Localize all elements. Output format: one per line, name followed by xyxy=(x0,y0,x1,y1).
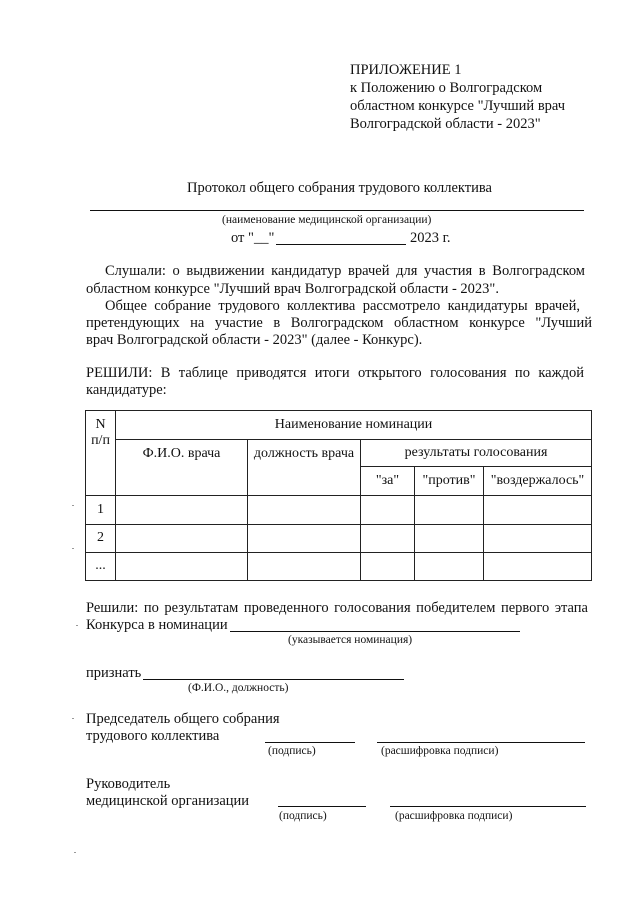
head-signature-line[interactable] xyxy=(278,806,366,807)
name-cell[interactable] xyxy=(116,524,248,552)
chair-decoding-line[interactable] xyxy=(377,742,585,743)
head-signature-caption: (подпись) xyxy=(279,810,327,822)
scan-mark xyxy=(72,718,74,719)
num-header-pp: п/п xyxy=(91,433,110,448)
scan-mark xyxy=(72,548,74,549)
appendix-line: Волгоградской области - 2023" xyxy=(350,116,541,132)
num-header-n: N xyxy=(95,417,106,432)
date-year: 2023 г. xyxy=(410,230,451,246)
appendix-line: областном конкурсе "Лучший врач xyxy=(350,98,566,114)
result-line-prefix: Конкурса в номинации xyxy=(86,617,228,633)
head-decoding-line[interactable] xyxy=(390,806,586,807)
row-number: 1 xyxy=(86,496,116,524)
protocol-title: Протокол общего собрания трудового коллектива xyxy=(187,180,492,196)
decided-line: РЕШИЛИ: В таблице приводятся итоги открытого голосования по каждой xyxy=(86,365,584,381)
position-cell[interactable] xyxy=(248,496,361,524)
vote-against-cell[interactable] xyxy=(415,552,484,580)
head-title: Руководитель xyxy=(86,776,171,792)
head-decoding-caption: (расшифровка подписи) xyxy=(395,810,513,822)
position-cell[interactable] xyxy=(248,552,361,580)
vote-for-cell[interactable] xyxy=(361,496,415,524)
decided-line: кандидатуре: xyxy=(86,382,167,398)
vote-abstain-cell[interactable] xyxy=(484,552,592,580)
scan-mark xyxy=(74,852,76,853)
position-cell[interactable] xyxy=(248,524,361,552)
chair-title: трудового коллектива xyxy=(86,728,220,744)
name-cell[interactable] xyxy=(116,496,248,524)
appendix-title: ПРИЛОЖЕНИЕ 1 xyxy=(350,62,462,78)
heard-line: Общее собрание трудового коллектива рассмотрело кандидатуры врачей, xyxy=(105,298,580,314)
name-header: Ф.И.О. врача xyxy=(116,440,248,496)
result-line: Решили: по результатам проведенного голосования победителем первого этапа xyxy=(86,600,588,616)
vote-abstain-cell[interactable] xyxy=(484,496,592,524)
heard-line: претендующих на участие в Волгоградском областном конкурсе "Лучший xyxy=(86,315,592,331)
date-month-line[interactable] xyxy=(276,244,406,245)
scan-mark xyxy=(72,505,74,506)
org-name-line[interactable] xyxy=(90,210,584,211)
nomination-caption: (указывается номинация) xyxy=(288,634,413,646)
head-title: медицинской организации xyxy=(86,793,250,809)
vote-for-cell[interactable] xyxy=(361,552,415,580)
table-row xyxy=(86,552,592,580)
name-cell[interactable] xyxy=(116,552,248,580)
row-number: ... xyxy=(86,552,116,580)
vote-abstain-cell[interactable] xyxy=(484,524,592,552)
winner-caption: (Ф.И.О., должность) xyxy=(188,682,289,694)
chair-decoding-caption: (расшифровка подписи) xyxy=(381,745,499,757)
table-row xyxy=(86,496,592,524)
vote-against-cell[interactable] xyxy=(415,524,484,552)
chair-signature-caption: (подпись) xyxy=(268,745,316,757)
results-header: результаты голосования xyxy=(361,440,592,467)
appendix-line: к Положению о Волгоградском xyxy=(350,80,543,96)
nomination-line[interactable] xyxy=(230,631,520,632)
vote-for-header: "за" xyxy=(361,467,415,496)
nomination-header: Наименование номинации xyxy=(116,411,592,440)
heard-line: областном конкурсе "Лучший врач Волгоградской области - 2023". xyxy=(86,281,499,297)
heard-line: врач Волгоградской области - 2023" (далее - Конкурс). xyxy=(86,332,423,348)
vote-abstain-header: "воздержалось" xyxy=(484,467,592,496)
voting-table xyxy=(85,410,592,581)
scan-mark xyxy=(76,625,78,626)
org-name-caption: (наименование медицинской организации) xyxy=(222,214,432,226)
chair-signature-line[interactable] xyxy=(265,742,355,743)
vote-against-cell[interactable] xyxy=(415,496,484,524)
vote-against-header: "против" xyxy=(415,467,484,496)
winner-line[interactable] xyxy=(143,679,404,680)
chair-title: Председатель общего собрания xyxy=(86,711,280,727)
table-row xyxy=(86,524,592,552)
num-header-cell xyxy=(86,411,116,496)
position-header: должность врача xyxy=(248,440,361,496)
heard-line: Слушали: о выдвижении кандидатур врачей для участия в Волгоградском xyxy=(105,263,585,279)
vote-for-cell[interactable] xyxy=(361,524,415,552)
row-number: 2 xyxy=(86,524,116,552)
recognize-prefix: признать xyxy=(86,665,142,681)
date-prefix: от "__" xyxy=(231,230,275,246)
